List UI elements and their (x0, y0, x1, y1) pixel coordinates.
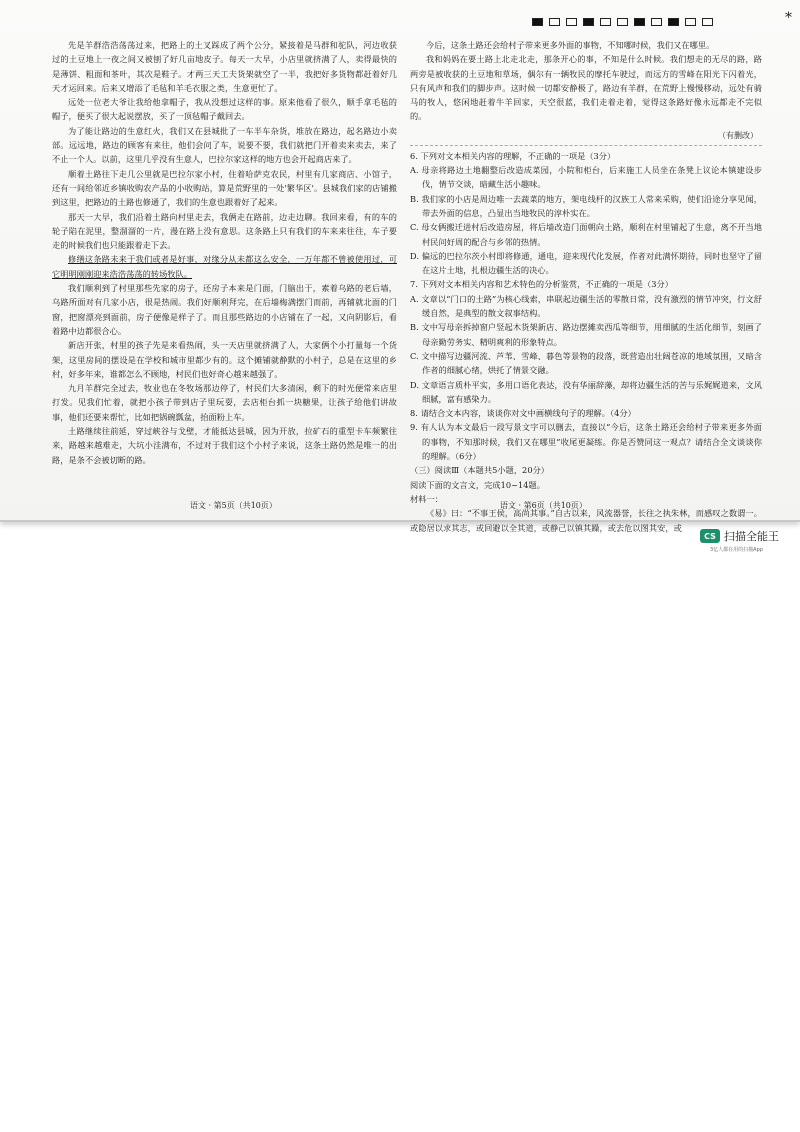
question-9: 9. 有人认为本文最后一段写景文字可以删去，直接以“今后，这条土路还会给村子带来更多外面的事物，不知那时候，我们又在哪里”收尾更凝练。你是否赞同这一观点？请结合全文谈谈你的理解。（6分） (410, 422, 762, 462)
divider (410, 145, 762, 146)
alignment-marks (532, 18, 713, 26)
page-footer: 语文 · 第5页（共10页） (190, 501, 277, 510)
option: D. 偏远的巴拉尔茨小村即将修通，通电，迎来现代化发展，作者对此满怀期待，同时也坚守了留在这片土地，扎根边疆生活的决心。 (410, 250, 762, 276)
underlined-sentence: 修缮这条路未来于我们或者是好事，对缘分从未都这么安全，一万年都不曾被使用过，可它明明刚刚迎来浩浩荡荡的转场牧队。 (52, 254, 397, 279)
paragraph: 今后，这条土路还会给村子带来更多外面的事物，不知哪时候，我们又在哪里。 (426, 40, 715, 50)
alignment-mark (566, 18, 577, 26)
paragraph: 那天一大早，我们沿着土路向村里走去，我俩走在路前，边走边聊。我回来看，有的车的轮子陷在泥里，整溜溜的一片，漫在路上没有意思。这条路上只有我们的车来来往往，车子要走的时候我们也只能跟着走下去。 (52, 211, 397, 251)
paragraph: 新店开张，村里的孩子先是来看热闹，头一天店里就挤满了人，大家俩个小打量每一个货架，这里房间的摆设是在学校和城市里都少有的。这个摊铺就静默的小村子，总是在这里的乡村，好多年来，谁都怎么不顾地，村民们也好奇心越来越强了。 (52, 340, 397, 379)
alignment-mark (600, 18, 611, 26)
question-7: 7. 下列对文本相关内容和艺术特色的分析鉴赏，不正确的一项是（3分） (410, 279, 673, 290)
alignment-mark (532, 18, 543, 26)
option: C. 文中描写边疆河流、芦苇、雪峰、暮色等景物的段落，既营造出壮阔苍凉的地域氛围，又暗含作者的细腻心绪，烘托了情景交融。 (410, 350, 762, 376)
alignment-mark (668, 18, 679, 26)
option: A. 文章以“门口的土路”为核心线索，串联起边疆生活的零散日常，没有激烈的情节冲突，行文舒缓自然，是典型的散文叙事结构。 (410, 293, 762, 319)
instruction: 阅读下面的文言文，完成10~14题。 (410, 479, 546, 490)
paragraph: 先是羊群浩浩荡荡过来，把路上的土叉踩成了两个公分，紧接着是马群和驼队，河边收获过的土豆地上一夜之间又被刨了好几亩地皮子。每天一大早，小店里就挤满了人，卖得最快的是薄饼、粗面和茶叶，其次是鞋子。才两三天工夫货架就空了一半，我把好多货物都赶着好几天才运回来。后来又增添了毛毡和羊毛衣服之类，生意更忙了。 (52, 40, 397, 93)
app-name: 扫描全能王 (724, 530, 779, 543)
camscanner-icon: CS (700, 529, 720, 543)
option: D. 文章语言质朴平实，多用口语化表达，没有华丽辞藻，却将边疆生活的苦与乐娓娓道来，文风细腻，富有感染力。 (410, 379, 762, 404)
left-page-column (52, 38, 397, 467)
option: B. 文中写母亲拆掉窗户竖起木货架新店、路边摆摊卖西瓜等细节，用细腻的生活化细节，刻画了母亲勤劳务实、精明爽利的形象特点。 (410, 322, 762, 347)
option: B. 我们家的小店是周边唯一去蔬菜的地方，架电线杆的汉族工人常来采购，使们沿途分享见闻，带去外面的信息，凸显出当地牧民的淳朴实在。 (410, 193, 762, 218)
alignment-mark (685, 18, 696, 26)
question-8: 8. 请结合文本内容，谈谈你对文中画横线句子的理解。（4分） (410, 408, 636, 419)
question-6: 6. 下列对文本相关内容的理解，不正确的一项是（3分） (410, 150, 616, 161)
paragraph: 为了能让路边的生意红火，我们又在县城批了一车半车杂货，堆放在路边，起名路边小卖部。远远地，路边的顾客有来往，他们会问了车，说要不要，我们就把门开着卖来卖去，来了不止一个人。以前，这里几乎没有生意人，巴拉尔家这样的地方也会开起商店来了。 (52, 125, 397, 165)
corner-mark: * (785, 10, 792, 26)
right-page-column (410, 38, 762, 535)
app-tagline: 3亿人都在用的扫描App (710, 547, 763, 553)
paragraph: 九月羊群完全过去，牧业也在冬牧场那边停了，村民们大多清闲，剩下的时光便常来店里打发。见我们忙着，就把小孩子带到店子里玩耍，去店柜台抓一块糖果，让孩子给他们讲故事，他们还要来帮忙，比如把锅碗瓢盆，抬面粉上车。 (52, 383, 397, 422)
section-heading: （三）阅读Ⅲ（本题共5小题，20分） (410, 465, 550, 476)
alignment-mark (583, 18, 594, 26)
paragraph: 我们顺利到了村里那些先家的房子，还房子本来是门面，门脑出于，素着乌路的老后墙，乌路所面对有几家小店，很是热闹。我们好顺利拜完，在后墙梅满摆门而前，再辅就北面的门窗，把窗漂亮到面前，房子便像是样子了。而且那些路边的小店铺在了一起，又向阴影后，看着路中边都很合心。 (52, 283, 397, 336)
classical-text: 《易》曰：“不事王侯，高尚其事。”自古以来，风流器誉，长往之执朱林，而感叹之数谓一。或隐居以求其志，或回避以全其道，或静己以镇其躁，或去危以图其安，或 (410, 508, 762, 533)
alignment-mark (651, 18, 662, 26)
alignment-mark (702, 18, 713, 26)
scanned-exam-sheet (0, 0, 800, 533)
option: A. 母亲将路边土地翻整后改造成菜园，小院和柜台，后来施工人员坐在条凳上议论本镇建设步伐，情节交谈，暗藏生活小趣味。 (410, 165, 762, 190)
paragraph: 土路继续往前延，穿过峡谷与戈壁，才能抵达县城，因为开放，拉矿石的重型卡车频繁往来，路越来越难走，大坑小洼满布，不过对于我们这个小村子来说，这条土路仍然是唯一的出路，是条不会被切断的路。 (52, 426, 397, 465)
scanner-watermark (700, 528, 779, 544)
paragraph: 远处一位老大爷让我给他拿帽子，我从没想过这样的事。原来他看了很久，顺手拿毛毡的帽子，便买了很大起说摆放，买了一顶毡帽子戴回去。 (52, 97, 397, 122)
alignment-mark (634, 18, 645, 26)
paragraph: 顺着土路往下走几公里就是巴拉尔家小村，住着哈萨克农民，村里有几家商店、小馆子，还有一间给邻近乡镇收购农产品的小收购站，算是荒野里的一处'繁华区'。县城我们家的店铺搬到这里，把路边的土路也修通了，我们的生意也跟着好了起来。 (52, 168, 397, 208)
option: C. 母女俩搬迁进村后改造房屋，将后墙改造门面朝向土路，顺利在村里铺起了生意，离不开当地村民问好周的配合与乡邻的热情。 (410, 222, 762, 247)
page-footer: 语文 · 第6页（共10页） (500, 501, 587, 510)
alignment-mark (549, 18, 560, 26)
material-label: 材料一： (410, 493, 443, 504)
alignment-mark (617, 18, 628, 26)
paragraph: 我和妈妈在要土路上北走北走，那条开心的事，不知是什么时候。我们想走的无尽的路，路两旁是被收获的土豆地和草场，偶尔有一辆牧民的摩托车驶过，而远方的雪峰在阳光下闪着光，只有风声和我们的脚步声。这时候一切都安静极了，路边有羊群，在荒野上慢慢移动，远处有骑马的牧人，悠闲地赶着牛羊回家，天空很蓝，我们走着走着，觉得这条路好像永远都走不完似的。 (410, 54, 762, 122)
attribution: （有删改） (718, 130, 758, 140)
